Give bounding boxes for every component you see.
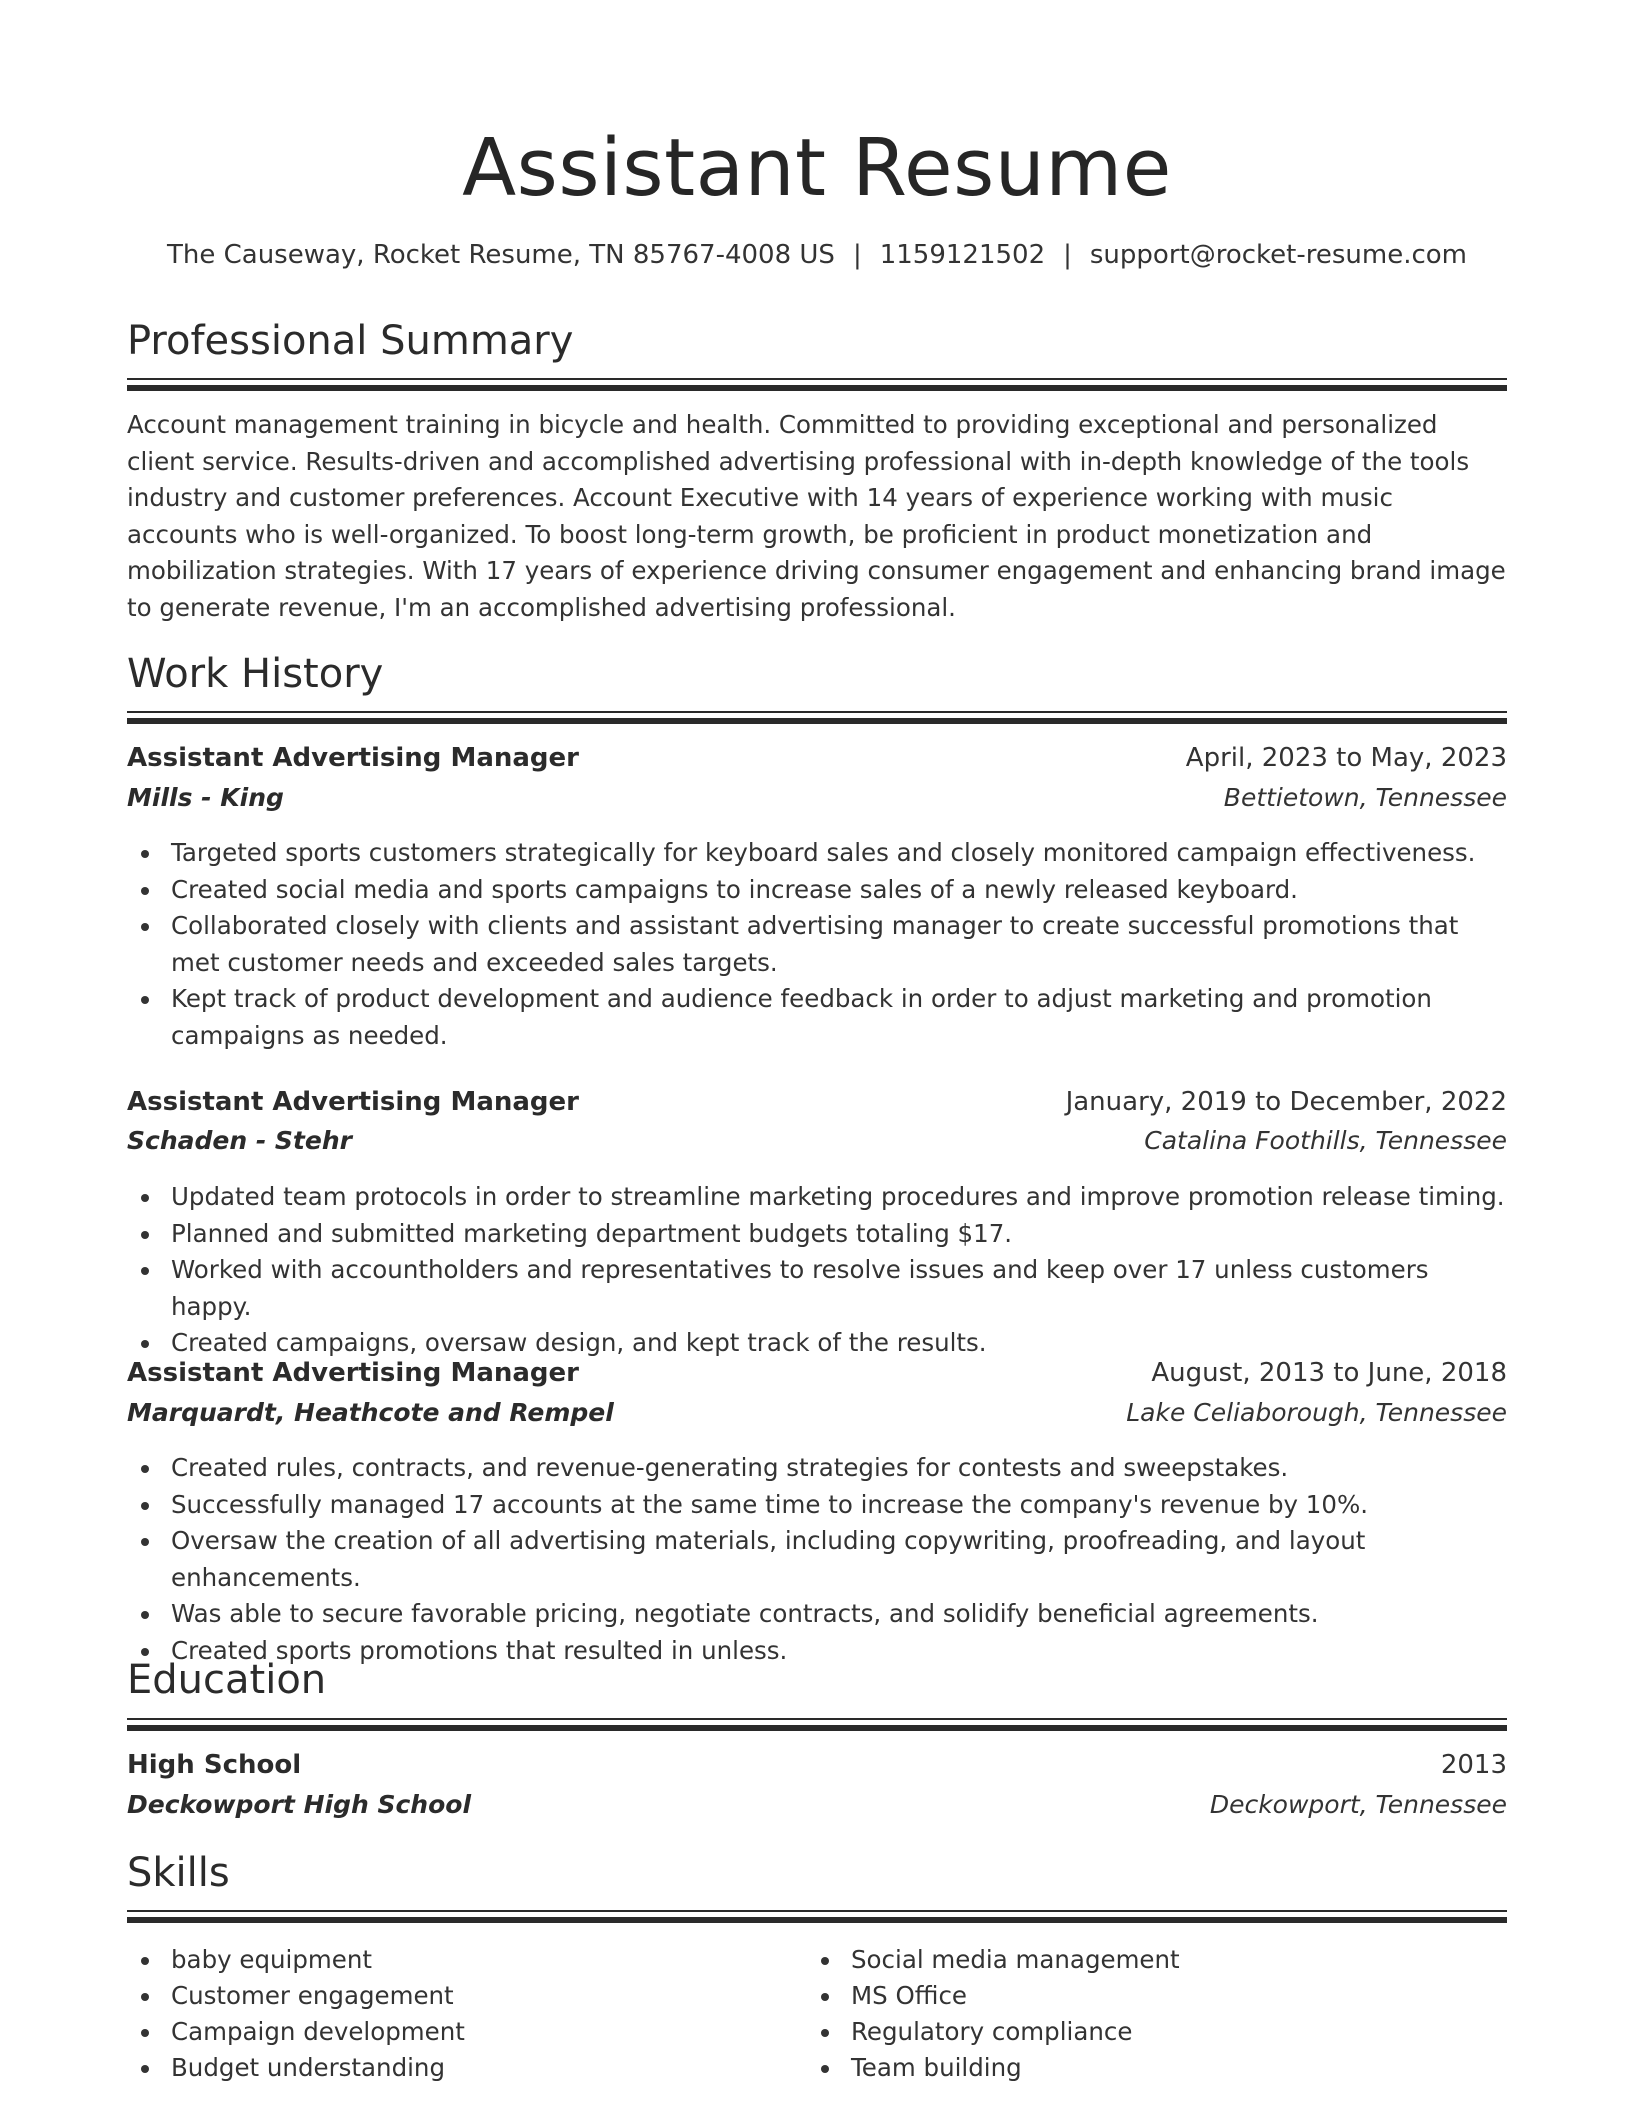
education-location: Deckowport, Tennessee [1209, 1790, 1507, 1819]
job-title: Assistant Advertising Manager [127, 743, 580, 773]
list-item: Created sports promotions that resulted in unless. [171, 1633, 1507, 1670]
skill-item: Campaign development [171, 2014, 767, 2050]
contact-separator: | [852, 240, 862, 270]
skill-item: MS Office [851, 1978, 1447, 2014]
list-item: Updated team protocols in order to streamline marketing procedures and improve promotion release timing. [171, 1179, 1507, 1216]
resume-title: Assistant Resume [462, 122, 1172, 214]
education-heading: Education [127, 1657, 327, 1703]
section-divider [127, 378, 1507, 392]
list-item: Successfully managed 17 accounts at the same time to increase the company's revenue by 10%. [171, 1487, 1507, 1524]
contact-address: The Causeway, Rocket Resume, TN 85767-4008 US [166, 240, 835, 270]
summary-heading: Professional Summary [127, 318, 574, 364]
skill-item: Team building [851, 2050, 1447, 2086]
skills-list-left [127, 1942, 767, 2086]
job-header [127, 1358, 1507, 1394]
job-header [127, 1087, 1507, 1123]
section-divider [127, 711, 1507, 725]
skill-item: baby equipment [171, 1942, 767, 1978]
list-item: Planned and submitted marketing department budgets totaling $17. [171, 1216, 1507, 1253]
job-header [127, 743, 1507, 779]
list-item: Kept track of product development and audience feedback in order to adjust marketing and promotion campaigns as needed. [171, 981, 1507, 1054]
job-location: Catalina Foothills, Tennessee [1144, 1126, 1507, 1155]
section-divider [127, 1910, 1507, 1924]
contact-separator: | [1063, 240, 1072, 270]
job-dates: April, 2023 to May, 2023 [1185, 743, 1507, 773]
list-item: Worked with accountholders and representatives to resolve issues and keep over 17 unless customers happy. [171, 1252, 1507, 1325]
skill-item: Budget understanding [171, 2050, 767, 2086]
job-title: Assistant Advertising Manager [127, 1087, 580, 1117]
list-item: Created campaigns, oversaw design, and kept track of the results. [171, 1325, 1507, 1362]
skills-list-right [807, 1942, 1447, 2086]
skill-item: Customer engagement [171, 1978, 767, 2014]
skills-heading: Skills [127, 1850, 230, 1896]
job-subheader [127, 1126, 1507, 1162]
job-location: Lake Celiaborough, Tennessee [1126, 1398, 1507, 1427]
list-item: Created social media and sports campaigns to increase sales of a newly released keyboard. [171, 872, 1507, 909]
skill-item: Social media management [851, 1942, 1447, 1978]
contact-phone: 1159121502 [879, 240, 1046, 270]
job-dates: August, 2013 to June, 2018 [1151, 1358, 1507, 1388]
job-company: Mills - King [127, 783, 284, 812]
job-company: Marquardt, Heathcote and Rempel [127, 1398, 614, 1427]
summary-text: Account management training in bicycle and health. Committed to providing exceptional and personalized client service. Results-driven and accomplished advertising professional with in-depth knowledge of the tools industry and customer preferences. Account Executive with 14 years of experience working with music accounts who is well-organized. To boost long-term growth, be proficient in product monetization and mobilization strategies. With 17 years of experience driving consumer engagement and enhancing brand image to generate revenue, I'm an accomplished advertising professional. [127, 410, 1506, 622]
job-company: Schaden - Stehr [127, 1126, 352, 1155]
work-history-heading: Work History [127, 651, 384, 697]
job-dates: January, 2019 to December, 2022 [1065, 1087, 1507, 1117]
job-bullets [127, 1450, 1507, 1669]
job-bullets [127, 835, 1507, 1054]
job-bullets [127, 1179, 1507, 1362]
list-item: Targeted sports customers strategically for keyboard sales and closely monitored campaign effectiveness. [171, 835, 1507, 872]
job-title: Assistant Advertising Manager [127, 1358, 580, 1388]
list-item: Oversaw the creation of all advertising materials, including copywriting, proofreading, and layout enhancements. [171, 1523, 1507, 1596]
education-header [127, 1750, 1507, 1786]
skill-item: Regulatory compliance [851, 2014, 1447, 2050]
list-item: Was able to secure favorable pricing, negotiate contracts, and solidify beneficial agreements. [171, 1596, 1507, 1633]
contact-line [127, 240, 1507, 270]
job-subheader [127, 1398, 1507, 1434]
list-item: Created rules, contracts, and revenue-generating strategies for contests and sweepstakes. [171, 1450, 1507, 1487]
education-subheader [127, 1790, 1507, 1826]
job-subheader [127, 783, 1507, 819]
contact-email: support@rocket-resume.com [1089, 240, 1467, 270]
list-item: Collaborated closely with clients and assistant advertising manager to create successful promotions that met customer needs and exceeded sales targets. [171, 908, 1507, 981]
section-divider [127, 1718, 1507, 1732]
education-degree: High School [127, 1750, 302, 1780]
education-school: Deckowport High School [127, 1790, 472, 1819]
education-year: 2013 [1440, 1750, 1507, 1780]
job-location: Bettietown, Tennessee [1223, 783, 1507, 812]
